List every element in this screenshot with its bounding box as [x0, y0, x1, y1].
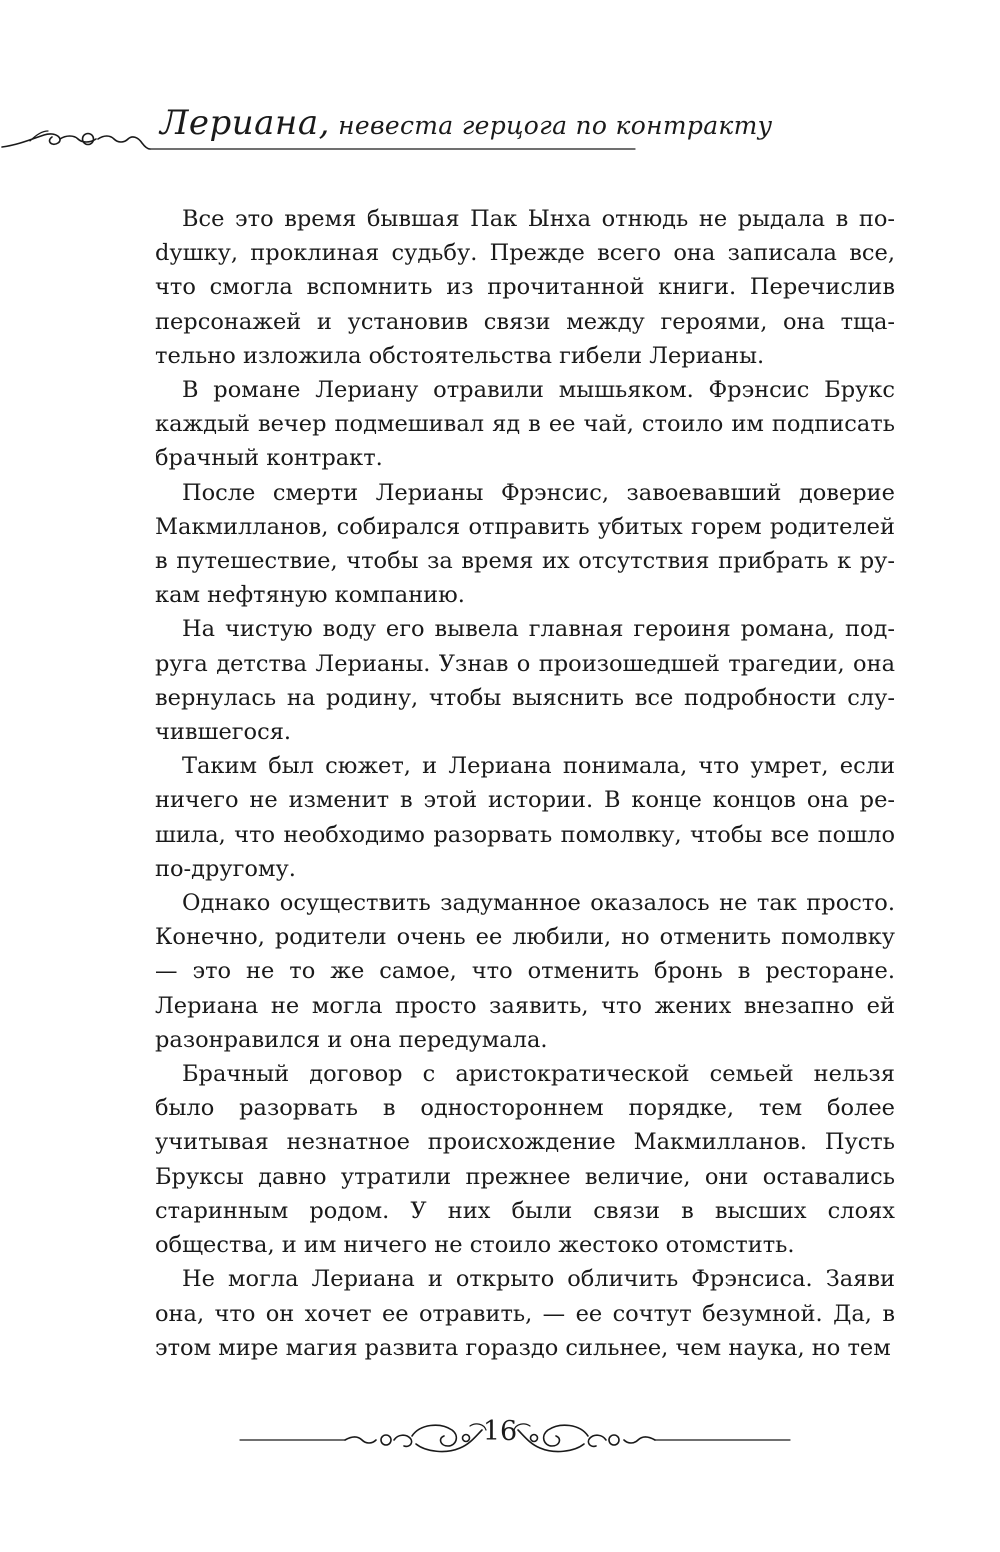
running-header [0, 95, 1000, 165]
page-text [155, 202, 895, 1365]
book-title-subtitle: невеста герцога по контракту [329, 111, 773, 140]
paragraph: Таким был сюжет, и Лериана понимала, что умрет, если ничего не изменит в этой истории. В конце концов она решила, что необходимо разорвать помолвку, чтобы все пошло по-другому. [155, 753, 895, 882]
paragraph: На чистую воду его вывела главная героиня романа, подруга детства Лерианы. Узнав о произошедшей трагедии, она вернулась на родину, чтобы выяснить все подробности случившегося. [155, 616, 895, 746]
page-number: 16 [482, 1416, 518, 1447]
book-title [160, 103, 772, 143]
paragraph: Однако осуществить задуманное оказалось не так просто. Конечно, родители очень ее любили, но отменить помолвку — это не то же самое, что отменить бронь в ресторане. Лериана не могла просто заявить, что жених внезапно ей разонравился и она передумала. [155, 890, 895, 1053]
paragraph: Брачный договор с аристократической семьей нельзя было разорвать в одностороннем порядке, тем более учитывая незнатное происхождение Макмилланов. Пусть Бруксы давно утратили прежнее величие, они оставались старинным родом. У них были связи в высших слоях общества, и им ничего не стоило жестоко отомстить. [155, 1061, 895, 1259]
page-footer [0, 1400, 1000, 1470]
paragraph: Все это время бывшая Пак Ынха отнюдь не рыдала в поdушку, проклиная судьбу. Прежде всего она записала все, что смогла вспомнить из прочитанной книги. Перечислив персонажей и установив связи между героями, она тщательно изложила обстоятельства гибели Лерианы. [155, 206, 895, 369]
paragraph: Не могла Лериана и открыто обличить Фрэнсиса. Заяви она, что он хочет ее отравить, — ее сочтут безумной. Да, в этом мире магия развита гораздо сильнее, чем наука, но тем [155, 1266, 895, 1361]
book-title-name: Лериана, [160, 103, 330, 143]
paragraph: После смерти Лерианы Фрэнсис, завоевавший доверие Макмилланов, собирался отправить убитых горем родителей в путешествие, чтобы за время их отсутствия прибрать к рукам нефтяную компанию. [155, 479, 895, 609]
paragraph: В романе Лериану отравили мышьяком. Фрэнсис Брукс каждый вечер подмешивал яд в ее чай, стоило им подписать брачный контракт. [155, 377, 895, 472]
